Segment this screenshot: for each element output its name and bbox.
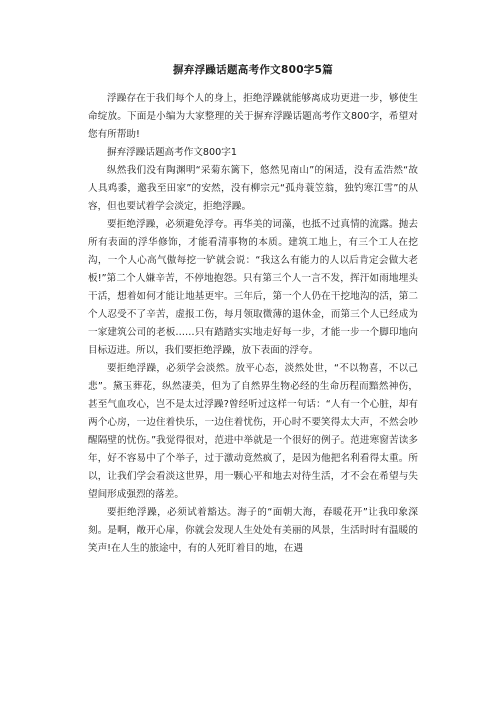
body-paragraph: 要拒绝浮躁，必须学会淡然。放平心态，淡然处世，“不以物喜，不以己悲”。黛玉葬花，纵然凄美，但为了自然界生物必经的生命历程而黯然神伤，甚至气血攻心，岂不是太过浮躁?曾经听过这样一句话：“人有一个心脏，却有两个心房，一边住着快乐，一边住着忧伤，开心时不要笑得太大声，不然会吵醒隔壁的忧伤。”我觉得很对，范进中举就是一个很好的例子。范进寒窗苦读多年，好不容易中了个举子，过于激动竟然疯了，是因为他把名利看得太重。所以，让我们学会看淡这世界，用一颗心平和地去对待生活，才不会在希望与失望间形成强烈的落差。 <box>88 363 418 500</box>
intro-paragraph: 浮躁存在于我们每个人的身上，拒绝浮躁就能够离成功更进一步，够使生命绽放。下面是小编为大家整理的关于摒弃浮躁话题高考作文800字，希望对您有所帮助! <box>88 93 418 140</box>
document-page <box>88 62 418 558</box>
document-title: 摒弃浮躁话题高考作文800字5篇 <box>172 64 334 76</box>
body-paragraph: 纵然我们没有陶渊明“采菊东篱下，悠然见南山”的闲适，没有孟浩然“故人具鸡黍，邀我至田家”的安然，没有柳宗元“孤舟蓑笠翁，独钓寒江雪”的从容，但也要试着学会淡定，拒绝浮躁。 <box>88 165 418 212</box>
body-paragraph: 要拒绝浮躁，必须试着豁达。海子的“面朝大海，春暖花开”让我印象深刻。是啊，敞开心扉，你就会发现人生处处有美丽的风景，生活时时有温暖的笑声!在人生的旅途中，有的人死盯着目的地，在遇 <box>88 507 418 554</box>
section-heading: 摒弃浮躁话题高考作文800字1 <box>107 147 237 158</box>
body-paragraph: 要拒绝浮躁，必须避免浮夸。再华美的词藻，也抵不过真情的流露。抛去所有表面的浮华修饰，才能看清事物的本质。建筑工地上，有三个工人在挖沟，一个人心高气傲每挖一铲就会说：“我这么有能力的人以后肯定会做大老板!”第二个人嫌辛苦，不停地抱怨。只有第三个人一言不发，挥汗如雨地埋头干活，想着如何才能让地基更牢。三年后，第一个人仍在干挖地沟的活，第二个人忍受不了辛苦，虚报工伤，每月领取微薄的退休金，而第三个人已经成为一家建筑公司的老板……只有踏踏实实地走好每一步，才能一步一个脚印地向目标迈进。所以，我们要拒绝浮躁，放下表面的浮夸。 <box>88 219 418 356</box>
